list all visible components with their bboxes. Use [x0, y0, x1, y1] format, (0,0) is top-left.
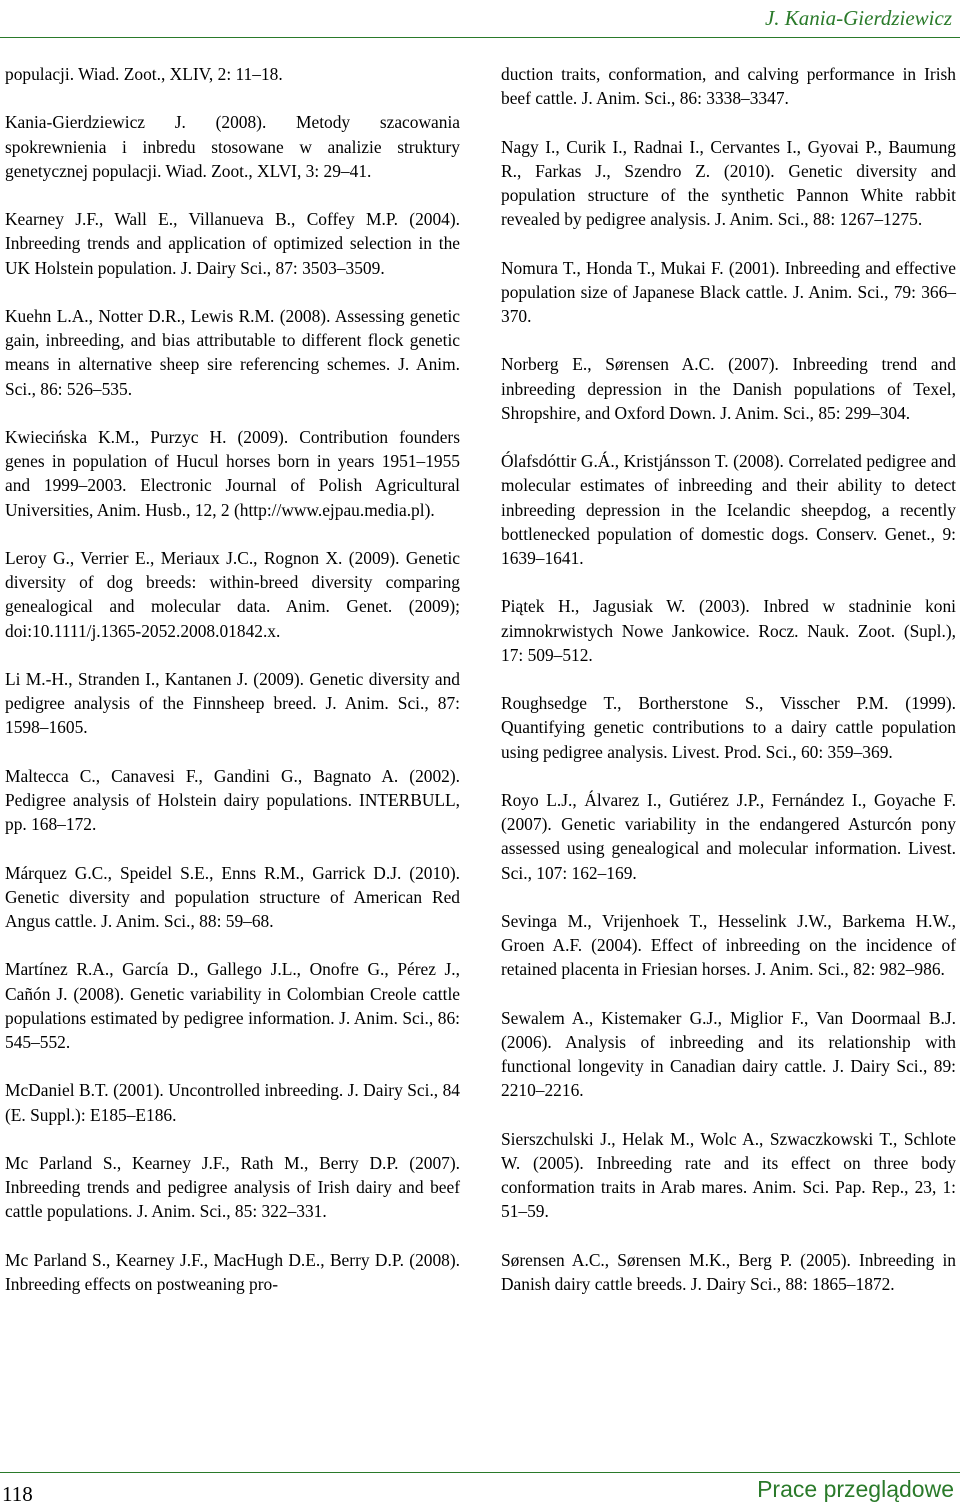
page-footer [0, 1472, 960, 1508]
reference-item: Martínez R.A., García D., Gallego J.L., Onofre G., Pérez J., Cañón J. (2008). Genetic variability in Colombian Creole cattle populations estimated by pedigree information. J. Anim. Sci., 86: 545–552. [5, 959, 460, 1052]
reference-item: Nomura T., Honda T., Mukai F. (2001). Inbreeding and effective population size of Japanese Black cattle. J. Anim. Sci., 79: 366–370. [501, 257, 956, 326]
reference-item: Leroy G., Verrier E., Meriaux J.C., Rognon X. (2009). Genetic diversity of dog breeds: within-breed diversity comparing genealogical and molecular data. Anim. Genet. (2009); doi:10.1111/j.1365-2052.2008.01842.x. [5, 547, 460, 641]
reference-item: Kuehn L.A., Notter D.R., Lewis R.M. (2008). Assessing genetic gain, inbreeding, and bias attributable to different flock genetic means in alternative sheep sire referencing schemes. J. Anim. Sci., 86: 526–535. [5, 305, 460, 399]
reference-item: duction traits, conformation, and calving performance in Irish beef cattle. J. Anim. Sci., 86: 3338–3347. [501, 64, 956, 109]
reference-item: Sevinga M., Vrijenhoek T., Hesselink J.W., Barkema H.W., Groen A.F. (2004). Effect of inbreeding on the incidence of retained placenta in Friesian horses. J. Anim. Sci., 82: 982–986. [501, 910, 956, 980]
reference-item: Maltecca C., Canavesi F., Gandini G., Bagnato A. (2002). Pedigree analysis of Holstein dairy populations. INTERBULL, pp. 168–172. [5, 765, 460, 835]
reference-item: Kania-Gierdziewicz J. (2008). Metody szacowania spokrewnienia i inbredu stosowane w analizie struktury genetycznej populacji. Wiad. Zoot., XLVI, 3: 29–41. [5, 112, 460, 181]
reference-item: Ólafsdóttir G.Á., Kristjánsson T. (2008). Correlated pedigree and molecular estimates of inbreeding and their ability to detect inbreeding depression in the Icelandic sheepdog, a recently bottlenecked population of domestic dogs. Conserv. Genet., 9: 1639–1641. [501, 451, 956, 568]
reference-item: Piątek H., Jagusiak W. (2003). Inbred w stadninie koni zimnokrwistych Nowe Jankowice. Rocz. Nauk. Zoot. (Supl.), 17: 509–512. [501, 596, 956, 665]
running-head-author: J. Kania-Gierdziewicz [764, 6, 952, 30]
reference-item: Márquez G.C., Speidel S.E., Enns R.M., Garrick D.J. (2010). Genetic diversity and population structure of American Red Angus cattle. J. Anim. Sci., 88: 59–68. [5, 862, 460, 931]
reference-item: populacji. Wiad. Zoot., XLIV, 2: 11–18. [5, 64, 283, 84]
section-label: Prace przeglądowe [757, 1476, 954, 1502]
reference-item: McDaniel B.T. (2001). Uncontrolled inbreeding. J. Dairy Sci., 84 (E. Suppl.): E185–E186. [5, 1080, 460, 1125]
page-header [0, 0, 960, 42]
references-right-column [501, 62, 956, 1296]
reference-item: Kearney J.F., Wall E., Villanueva B., Coffey M.P. (2004). Inbreeding trends and application of optimized selection in the UK Holstein population. J. Dairy Sci., 87: 3503–3509. [5, 209, 460, 278]
references-left-column [5, 62, 460, 1296]
reference-item: Roughsedge T., Bortherstone S., Visscher P.M. (1999). Quantifying genetic contributions to a dairy cattle population using pedigree analysis. Livest. Prod. Sci., 60: 359–369. [501, 693, 956, 762]
header-rule [0, 37, 960, 38]
reference-item: Kwiecińska K.M., Purzyc H. (2009). Contribution founders genes in population of Hucul horses born in years 1951–1955 and 1999–2003. Electronic Journal of Polish Agricultural Universities, Anim. Husb., 12, 2 (http://www.ejpau.media.pl). [5, 426, 460, 520]
reference-item: Norberg E., Sørensen A.C. (2007). Inbreeding trend and inbreeding depression in the Danish populations of Texel, Shropshire, and Oxford Down. J. Anim. Sci., 85: 299–304. [501, 354, 956, 423]
reference-item: Mc Parland S., Kearney J.F., MacHugh D.E., Berry D.P. (2008). Inbreeding effects on postweaning pro- [5, 1249, 460, 1294]
reference-item: Sewalem A., Kistemaker G.J., Miglior F., Van Doormaal B.J. (2006). Analysis of inbreeding and its relationship with functional longevity in Canadian dairy cattle. J. Dairy Sci., 89: 2210–2216. [501, 1007, 956, 1101]
reference-item: Sørensen A.C., Sørensen M.K., Berg P. (2005). Inbreeding in Danish dairy cattle breeds. J. Dairy Sci., 88: 1865–1872. [501, 1249, 956, 1294]
reference-item: Mc Parland S., Kearney J.F., Rath M., Berry D.P. (2007). Inbreeding trends and pedigree analysis of Irish dairy and beef cattle populations. J. Anim. Sci., 85: 322–331. [5, 1152, 460, 1222]
reference-item: Nagy I., Curik I., Radnai I., Cervantes I., Gyovai P., Baumung R., Farkas J., Szendro Z. (2010). Genetic diversity and population structure of the synthetic Pannon White rabbit revealed by pedigree analysis. J. Anim. Sci., 88: 1267–1275. [501, 136, 956, 230]
reference-item: Li M.-H., Stranden I., Kantanen J. (2009). Genetic diversity and pedigree analysis of the Finnsheep breed. J. Anim. Sci., 87: 1598–1605. [5, 668, 460, 738]
reference-item: Royo L.J., Álvarez I., Gutiérez J.P., Fernández I., Goyache F. (2007). Genetic variability in the endangered Asturcón pony assessed using genealogical and molecular information. Livest. Sci., 107: 162–169. [501, 789, 956, 883]
page-number: 118 [2, 1482, 33, 1506]
reference-item: Sierszchulski J., Helak M., Wolc A., Szwaczkowski T., Schlote W. (2005). Inbreeding rate and its effect on three body conformation traits in Arab mares. Anim. Sci. Pap. Rep., 23, 1: 51–59. [501, 1128, 956, 1222]
footer-rule [0, 1472, 960, 1473]
